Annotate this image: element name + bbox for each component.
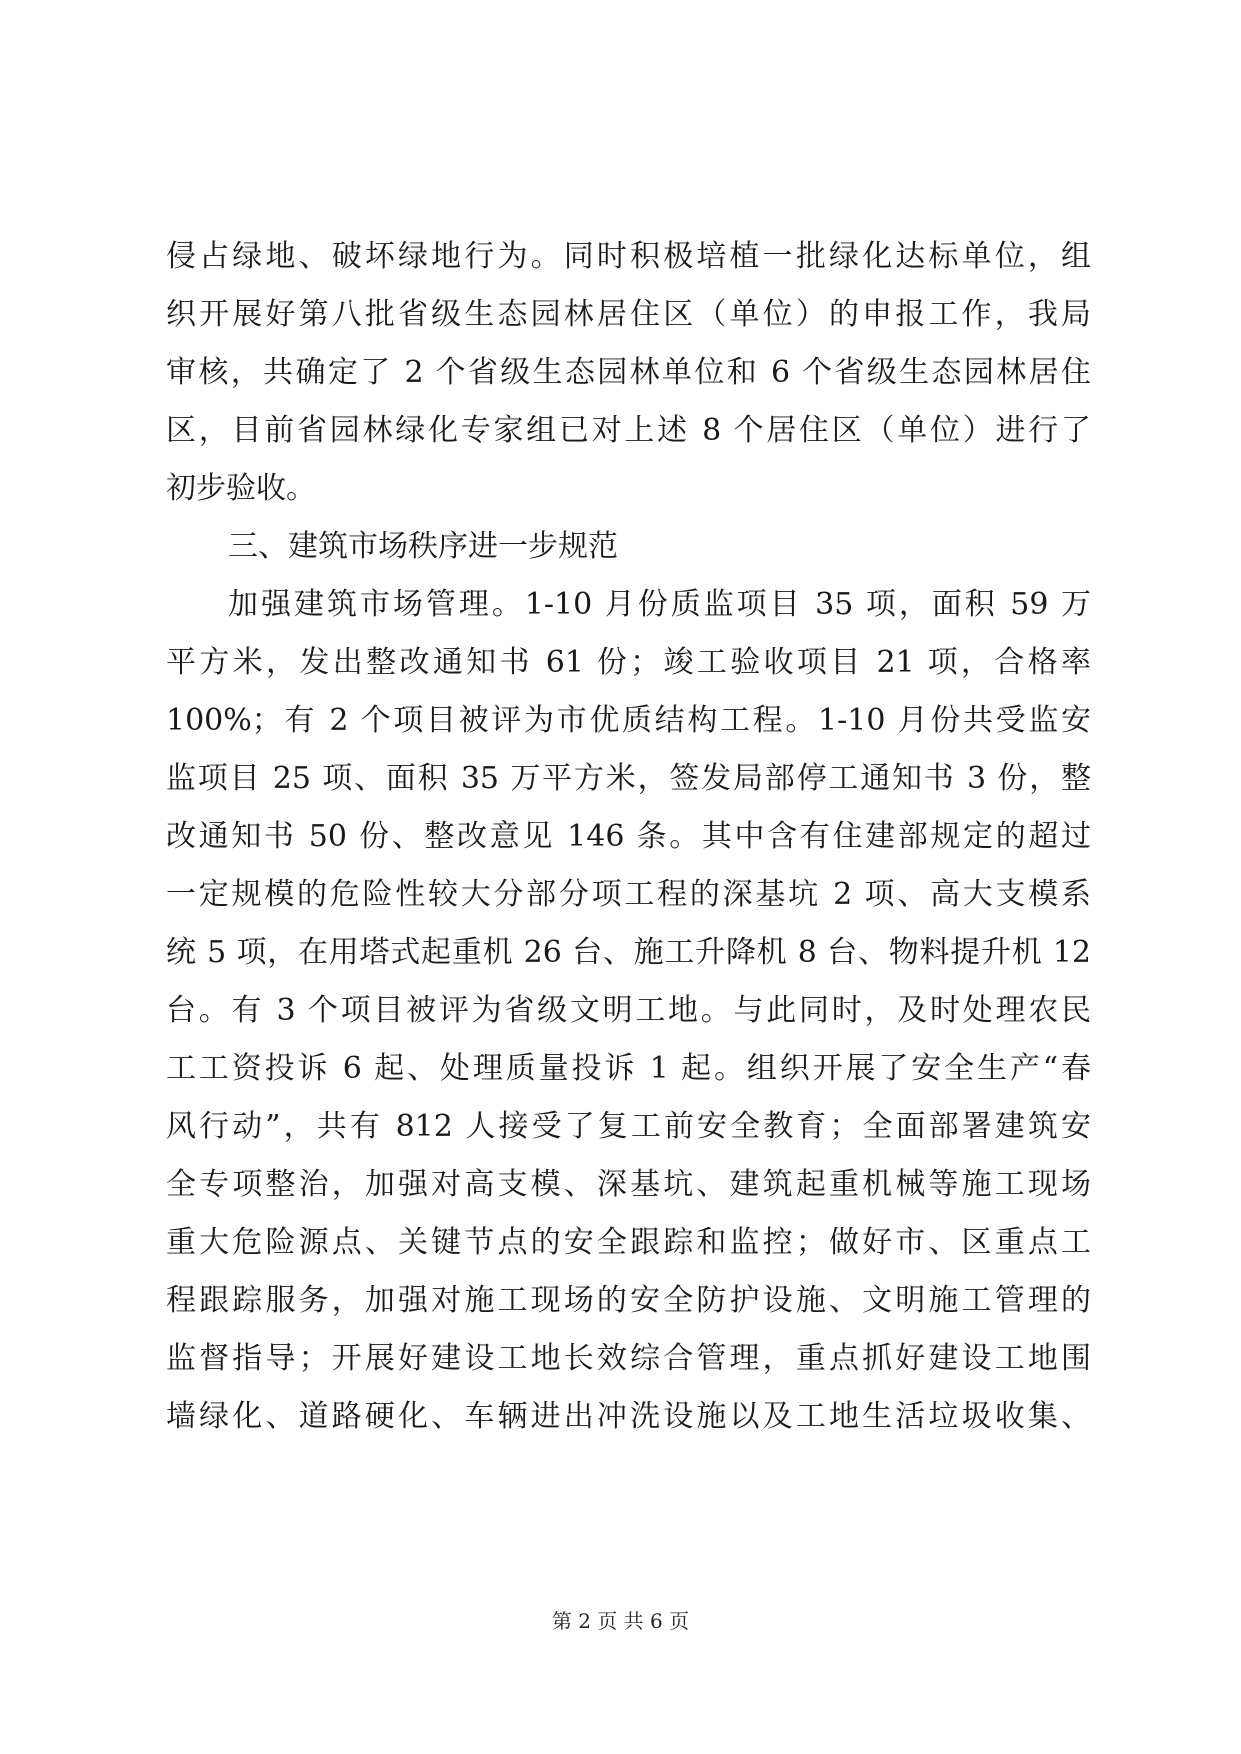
paragraph-line: 侵占绿地、破坏绿地行为。同时积极培植一批绿化达标单位，组 xyxy=(166,239,1091,274)
paragraph-line: 监项目 25 项、面积 35 万平方米，签发局部停工通知书 3 份，整 xyxy=(166,761,1091,796)
paragraph-line: 100%；有 2 个项目被评为市优质结构工程。1-10 月份共受监安 xyxy=(166,703,1091,738)
paragraph-line: 统 5 项，在用塔式起重机 26 台、施工升降机 8 台、物料提升机 12 xyxy=(166,935,1091,970)
paragraph-line: 台。有 3 个项目被评为省级文明工地。与此同时，及时处理农民 xyxy=(166,993,1091,1028)
document-body xyxy=(166,228,1091,1446)
paragraph-line: 织开展好第八批省级生态园林居住区（单位）的申报工作，我局 xyxy=(166,297,1091,332)
paragraph-line: 工工资投诉 6 起、处理质量投诉 1 起。组织开展了安全生产“春 xyxy=(166,1051,1091,1086)
paragraph-line: 审核，共确定了 2 个省级生态园林单位和 6 个省级生态园林居住 xyxy=(166,355,1091,390)
paragraph-line: 一定规模的危险性较大分部分项工程的深基坑 2 项、高大支模系 xyxy=(166,877,1091,912)
paragraph-line: 初步验收。 xyxy=(166,471,316,506)
paragraph-line: 重大危险源点、关键节点的安全跟踪和监控；做好市、区重点工 xyxy=(166,1225,1091,1260)
paragraph-line: 风行动”，共有 812 人接受了复工前安全教育；全面部署建筑安 xyxy=(166,1109,1091,1144)
paragraph-line: 改通知书 50 份、整改意见 146 条。其中含有住建部规定的超过 xyxy=(166,819,1091,854)
section-heading: 三、建筑市场秩序进一步规范 xyxy=(228,529,618,564)
paragraph-line: 全专项整治，加强对高支模、深基坑、建筑起重机械等施工现场 xyxy=(166,1167,1091,1202)
paragraph-line: 监督指导；开展好建设工地长效综合管理，重点抓好建设工地围 xyxy=(166,1341,1091,1376)
paragraph-line: 程跟踪服务，加强对施工现场的安全防护设施、文明施工管理的 xyxy=(166,1283,1091,1318)
paragraph-line: 平方米，发出整改通知书 61 份；竣工验收项目 21 项，合格率 xyxy=(166,645,1091,680)
paragraph-line: 加强建筑市场管理。1-10 月份质监项目 35 项，面积 59 万 xyxy=(228,587,1091,622)
page-footer: 第 2 页 共 6 页 xyxy=(551,1609,690,1633)
paragraph-line: 墙绿化、道路硬化、车辆进出冲洗设施以及工地生活垃圾收集、 xyxy=(166,1399,1091,1434)
paragraph-line: 区，目前省园林绿化专家组已对上述 8 个居住区（单位）进行了 xyxy=(166,413,1091,448)
